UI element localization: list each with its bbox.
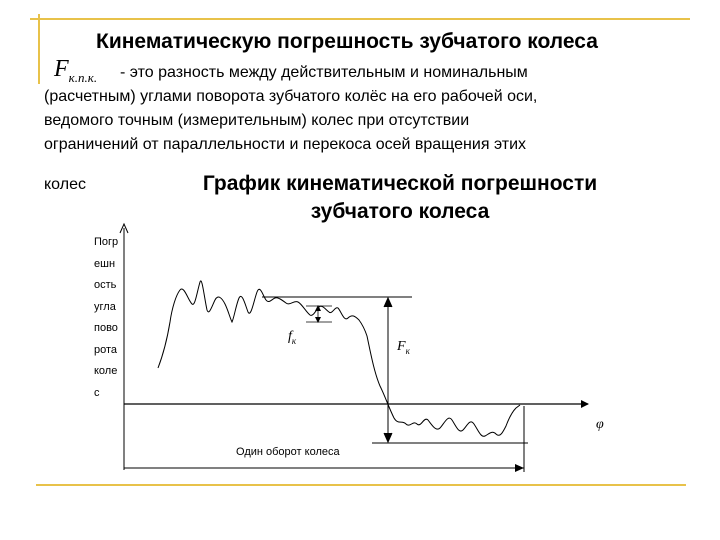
definition-line-4: ограничений от параллельности и перекоса осей вращения этих bbox=[44, 136, 527, 153]
definition-line-1: - это разность между действительным и номинальным bbox=[120, 64, 528, 81]
one-turn-arrow-icon bbox=[515, 464, 524, 472]
y-axis-label-line: Погр bbox=[94, 236, 119, 248]
definition-line-3: ведомого точным (измерительным) колес при отсутствии bbox=[44, 112, 470, 129]
kinematic-error-curve bbox=[158, 281, 520, 436]
y-axis-label-line: ость bbox=[94, 279, 117, 291]
graph-title-line-2: зубчатого колеса bbox=[310, 200, 490, 223]
fk-label: $f_к$ bbox=[288, 329, 297, 346]
Fk-arrow-up-icon bbox=[384, 298, 392, 307]
Fk-label: $F_к$ bbox=[397, 339, 410, 356]
slide-heading: Кинематическую погрешность зубчатого колеса bbox=[96, 30, 598, 53]
y-axis-label-line: угла bbox=[94, 300, 116, 313]
y-axis-label-line: пово bbox=[94, 322, 118, 334]
definition-line-5: колес bbox=[44, 176, 86, 193]
x-axis-symbol: φ bbox=[596, 417, 604, 432]
Fk-arrow-down-icon bbox=[384, 433, 392, 442]
kinematic-error-symbol: $F_{к.п.к.}$ bbox=[54, 56, 98, 85]
y-axis-label-line: коле bbox=[94, 365, 118, 377]
y-axis-label-line: с bbox=[94, 386, 100, 399]
y-axis-label-line: ешн bbox=[94, 257, 116, 270]
graph-title-line-1: График кинематической погрешности bbox=[202, 172, 598, 195]
one-turn-label: Один оборот колеса bbox=[236, 446, 340, 458]
y-axis-label-line: рота bbox=[94, 343, 118, 356]
definition-line-2: (расчетным) углами поворота зубчатого колёс на его рабочей оси, bbox=[44, 88, 538, 105]
